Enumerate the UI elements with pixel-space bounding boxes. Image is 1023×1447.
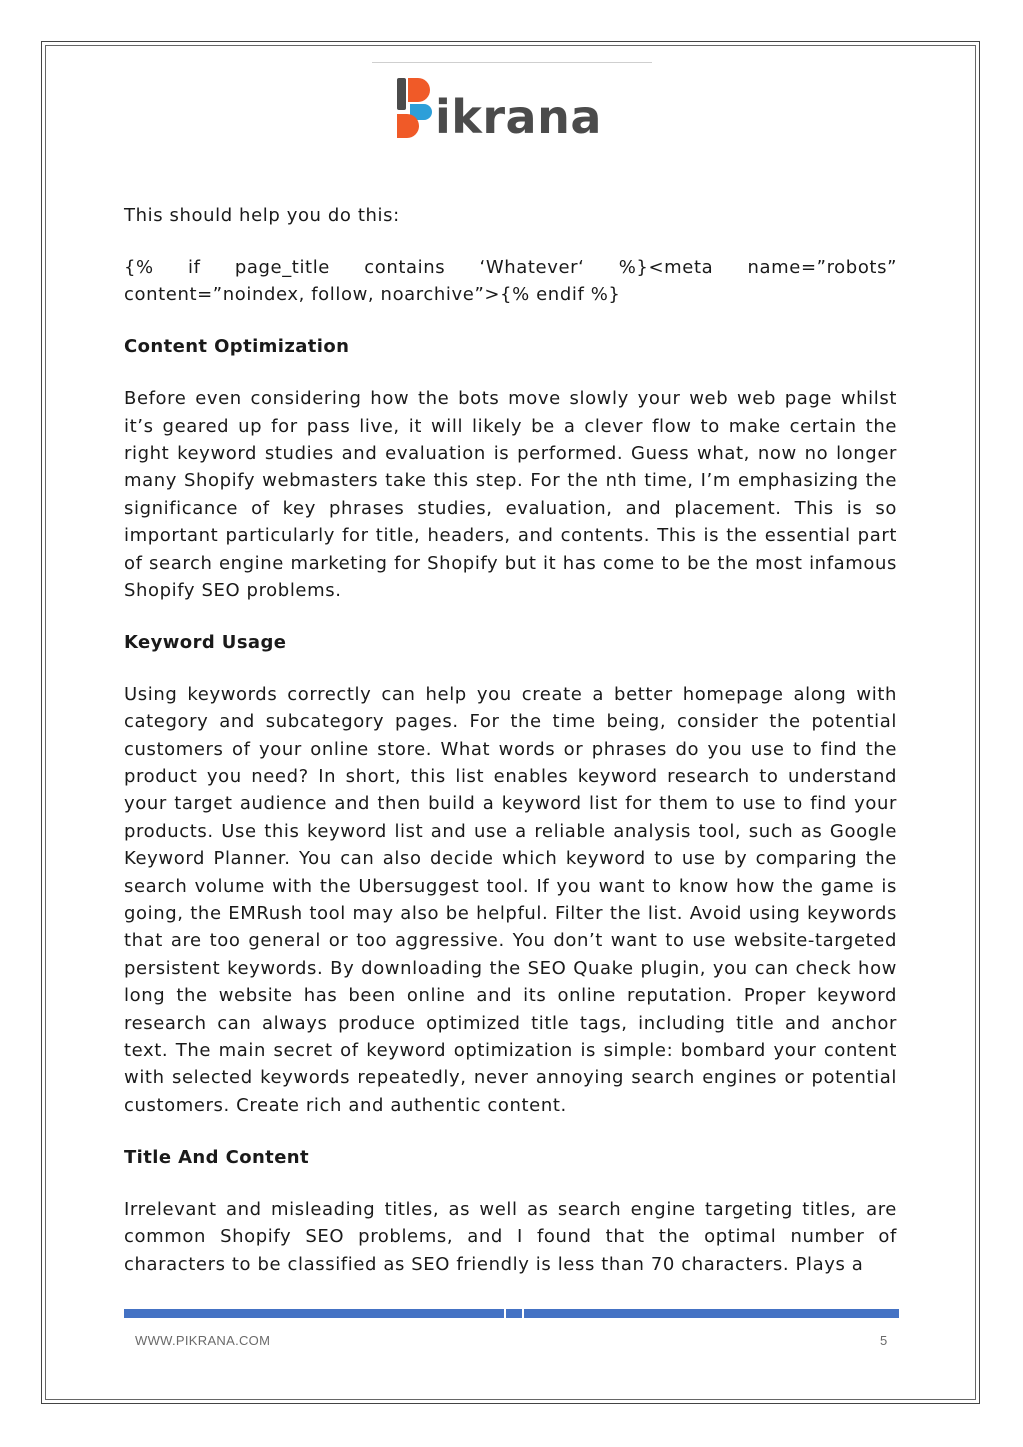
heading-content-optimization: Content Optimization	[124, 336, 350, 358]
heading-keyword-usage: Keyword Usage	[124, 631, 287, 653]
pikrana-logo-mark-icon	[395, 76, 435, 144]
pikrana-logo	[395, 76, 635, 146]
footer-bar	[124, 1309, 899, 1318]
paragraph-content-optimization: Before even considering how the bots move slowly your web web page whilst it’s geared up for pass live, it will likely be a clever flow to make certain the right keyword studies and evaluation is performed. Guess what, now no longer many Shopify webmasters take this step. For the nth time, I’m emphasizing the significance of key phrases studies, evaluation, and placement. This is so important particularly for title, headers, and contents. This is the essential part of search engine marketing for Shopify but it has come to be the most infamous Shopify SEO problems.	[124, 388, 897, 601]
intro-paragraph: This should help you do this:	[124, 205, 400, 226]
header-rule	[372, 62, 652, 63]
heading-title-and-content: Title And Content	[124, 1146, 310, 1168]
logo-wordmark: ikrana	[435, 90, 602, 144]
paragraph-keyword-usage: Using keywords correctly can help you create a better homepage along with category and subcategory pages. For the time being, consider the potential customers of your online store. What words or phrases do you use to find the product you need? In short, this list enables keyword research to understand your target audience and then build a keyword list for them to use to find your products. Use this keyword list and use a reliable analysis tool, such as Google Keyword Planner. You can also decide which keyword to use by comparing the search volume with the Ubersuggest tool. If you want to know how the game is going, the EMRush tool may also be helpful. Filter the list. Avoid using keywords that are too general or too aggressive. You don’t want to use website-targeted persistent keywords. By downloading the SEO Quake plugin, you can check how long the website has been online and its online reputation. Proper keyword research can always produce optimized title tags, including title and anchor text. The main secret of keyword optimization is simple: bombard your content with selected keywords repeatedly, never annoying search engines or potential customers. Create rich and authentic content.	[124, 683, 897, 1116]
footer-bar-divider	[504, 1309, 506, 1318]
code-snippet: {% if page_title contains ‘Whatever‘ %}<meta name=”robots” content=”noindex, follow, noarchive”>{% endif %}	[124, 256, 897, 306]
document-body	[124, 202, 897, 1302]
paragraph-title-and-content: Irrelevant and misleading titles, as well as search engine targeting titles, are common Shopify SEO problems, and I found that the optimal number of characters to be classified as SEO friendly is less than 70 characters. Plays a	[124, 1198, 897, 1275]
footer-bar-divider	[522, 1309, 524, 1318]
footer-page-number: 5	[880, 1333, 888, 1348]
footer-site-url: WWW.PIKRANA.COM	[135, 1333, 271, 1348]
